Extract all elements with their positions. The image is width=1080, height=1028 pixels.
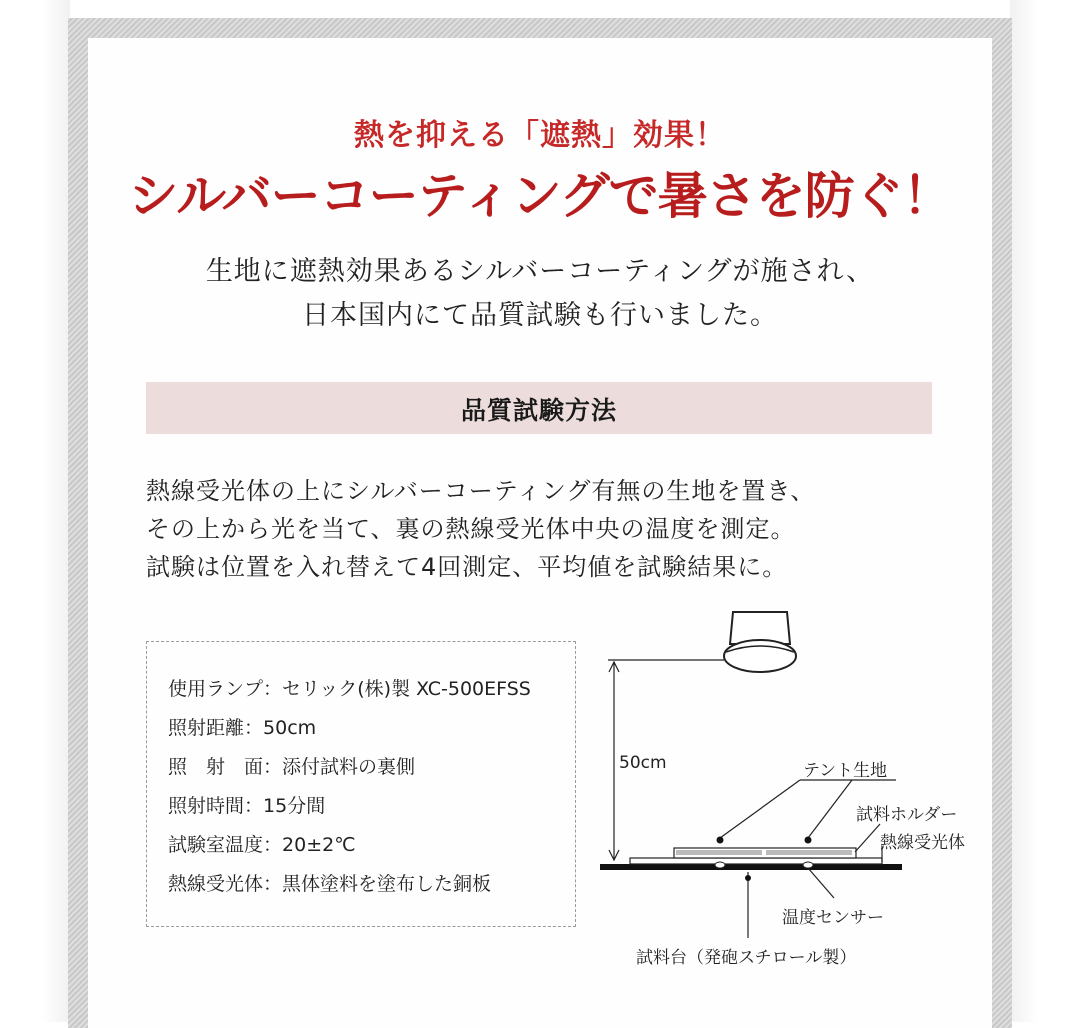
- spec-label: 照 射 面：: [168, 756, 283, 778]
- heat-receiver-label: 熱線受光体: [880, 833, 965, 853]
- heat-receiver-plate: [630, 858, 882, 864]
- spec-value: 添付試料の裏側: [282, 756, 416, 778]
- spec-row: [168, 752, 588, 791]
- temp-sensor-right: [803, 862, 813, 868]
- description-line: その上から光を当て、裏の熱線受光体中央の温度を測定。: [146, 515, 796, 543]
- spec-row: [168, 791, 588, 830]
- spec-row: [168, 674, 588, 713]
- lamp-icon: [724, 612, 796, 672]
- spec-value: 黒体塗料を塗布した銅板: [282, 873, 492, 895]
- description-line: 試験は位置を入れ替えて4回測定、平均値を試験結果に。: [146, 553, 788, 581]
- spec-value: 15分間: [263, 795, 326, 817]
- lead-paragraph: [0, 250, 1080, 338]
- test-setup-diagram: [590, 600, 990, 980]
- spec-row: [168, 869, 588, 908]
- headline: シルバーコーティングで暑さを防ぐ！: [128, 167, 952, 225]
- lead-line: 日本国内にて品質試験も行いました。: [302, 300, 778, 331]
- description-line: 熱線受光体の上にシルバーコーティング有無の生地を置き、: [146, 477, 816, 505]
- spec-label: 熱線受光体：: [168, 873, 283, 895]
- method-description: [146, 472, 946, 586]
- spec-label: 使用ランプ：: [168, 678, 283, 700]
- spec-label: 照射距離：: [168, 717, 264, 739]
- spec-list: [168, 674, 588, 908]
- tent-fabric-label: テント生地: [803, 761, 888, 781]
- spec-value: 50cm: [263, 717, 317, 739]
- spec-value: セリック(株)製 XC-500EFSS: [282, 678, 531, 700]
- sample-stand-label: 試料台（発砲スチロール製）: [636, 948, 857, 968]
- temp-sensor-label: 温度センサー: [782, 908, 884, 928]
- spec-row: [168, 713, 588, 752]
- sample-holder-label: 試料ホルダー: [856, 805, 958, 825]
- spec-label: 照射時間：: [168, 795, 264, 817]
- kicker-text: 熱を抑える「遮熱」効果！: [354, 118, 726, 153]
- section-title: 品質試験方法: [460, 396, 617, 425]
- tent-fabric-right: [766, 850, 852, 855]
- temp-sensor-left: [715, 862, 725, 868]
- spec-row: [168, 830, 588, 869]
- lead-line: 生地に遮熱効果あるシルバーコーティングが施され、: [205, 256, 875, 287]
- spec-label: 試験室温度：: [168, 834, 283, 856]
- spec-value: 20±2℃: [282, 834, 356, 856]
- tent-fabric-left: [676, 850, 762, 855]
- sample-stand: [600, 864, 902, 870]
- distance-label: 50cm: [619, 753, 667, 773]
